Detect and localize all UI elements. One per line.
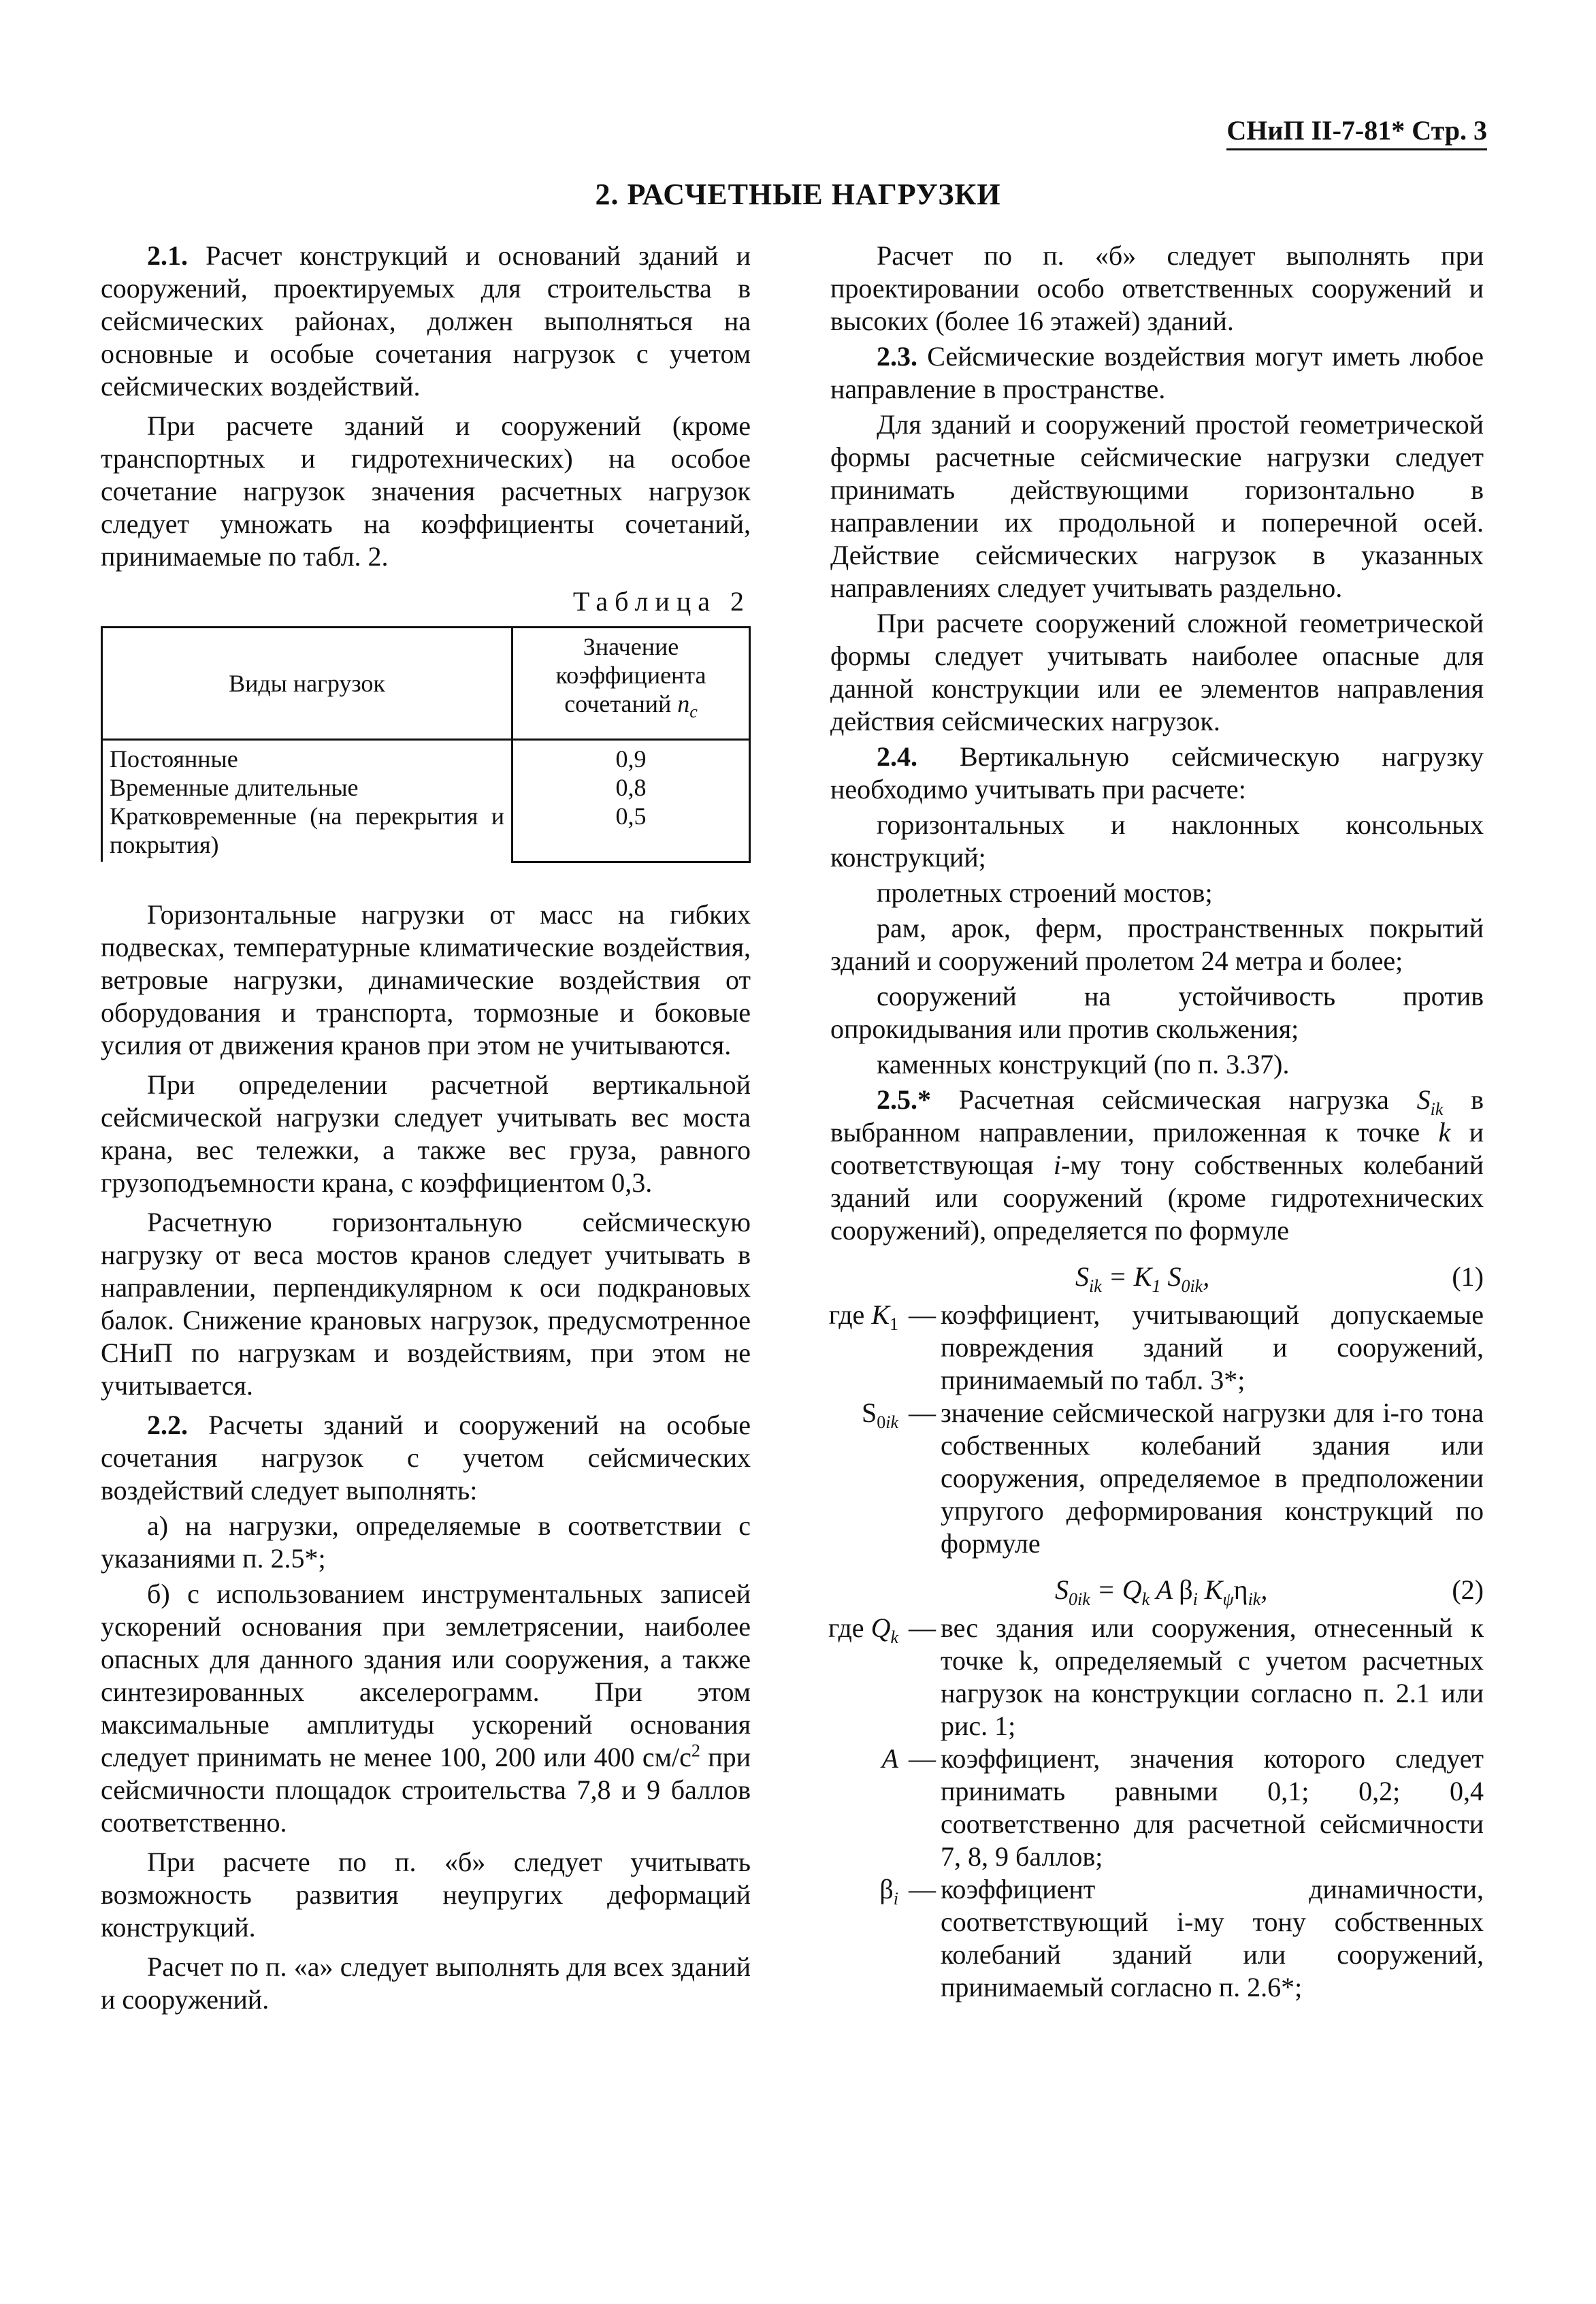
- table-2: [101, 626, 751, 863]
- clause-number: 2.4.: [877, 741, 917, 772]
- clause-number: 2.1.: [147, 240, 188, 271]
- symbol-s-ik: $S_{ik}$: [1416, 1084, 1444, 1119]
- header-text: Значение коэффициента сочетаний: [555, 633, 706, 717]
- symbol-n: n: [677, 690, 690, 717]
- paragraph: [101, 1578, 751, 1839]
- definition-beta: [830, 1873, 1484, 2004]
- definition-text: коэффициент, значения которого следует принимать равными 0,1; 0,2; 0,4 соответственно для расчетной сейсмичности 7, 8, 9 баллов;: [941, 1743, 1484, 1872]
- paragraph-text: в выбранном направлении, приложенная к точке: [830, 1084, 1484, 1148]
- definition-k1: [830, 1299, 1484, 1397]
- paragraph-text: Сейсмические воздействия могут иметь любое направление в пространстве.: [830, 341, 1484, 404]
- definition-text: коэффициент динамичности, соответствующий i-му тону собственных колебаний зданий или сооружений, принимаемый согласно п. 2.6*;: [941, 1874, 1484, 2002]
- dash: —: [909, 1299, 936, 1330]
- definition-symbol: $S_{0ik}$: [861, 1397, 898, 1432]
- row-value: 0,8: [615, 774, 647, 801]
- list-item: горизонтальных и наклонных консольных конструкций;: [830, 809, 1484, 873]
- paragraph: Расчетную горизонтальную сейсмическую нагрузку от веса мостов кранов следует учитывать в направлении, перпендикулярном к оси подкрановых балок. Снижение крановых нагрузок, предусмотренное СНиП по нагрузкам и воздействиям, при этом не учитывается.: [101, 1206, 751, 1401]
- paragraph-2-3: [830, 340, 1484, 406]
- paragraph: При расчете зданий и сооружений (кроме транспортных и гидротехнических) на особое сочетание нагрузок значения расчетных нагрузок следует умножать на коэффициенты сочетаний, принимаемые по табл. 2.: [101, 410, 751, 572]
- paragraph-text: и соответствующая: [830, 1117, 1484, 1180]
- row-value: 0,5: [615, 802, 647, 830]
- symbol-k: k: [1438, 1117, 1451, 1148]
- equation-2-formula: $S_{0ik} = Q_k$ A $\beta_i$ $K_\psi\eta_{ik}$,: [1055, 1574, 1268, 1609]
- row-label: Временные длительные: [110, 774, 359, 801]
- row-label: Кратковременные (на перекрытия и покрытия): [110, 802, 504, 858]
- equation-2-number: (2): [1452, 1574, 1484, 1605]
- definition-symbol: где $K_1$: [828, 1299, 898, 1334]
- paragraph-text: Расчетная сейсмическая нагрузка: [958, 1084, 1389, 1115]
- where-label: где: [828, 1612, 864, 1643]
- dash: —: [909, 1612, 936, 1643]
- paragraph-2-1: [101, 240, 751, 403]
- table-row: [102, 740, 750, 862]
- clause-number: 2.2.: [147, 1409, 188, 1440]
- table-header-cell: [512, 628, 750, 740]
- where-label: где: [828, 1299, 865, 1330]
- paragraph: При расчете по п. «б» следует учитывать возможность развития неупругих деформаций конструкций.: [101, 1846, 751, 1943]
- definition-qk: [830, 1612, 1484, 1742]
- table-caption: Таблица 2: [572, 586, 751, 617]
- table-cell-label: [102, 740, 512, 862]
- list-item: пролетных строений мостов;: [877, 877, 1213, 908]
- definitions-2: [830, 1612, 1484, 2004]
- paragraph-text: -му тону собственных колебаний зданий или сооружений (кроме гидротехнических сооружений), определяется по формуле: [830, 1150, 1484, 1246]
- symbol-i: i: [1053, 1150, 1062, 1180]
- list-item: каменных конструкций (по п. 3.37).: [877, 1049, 1290, 1080]
- definition-symbol: где $Q_k$: [828, 1612, 898, 1647]
- dash: —: [909, 1743, 936, 1774]
- paragraph: Для зданий и сооружений простой геометрической формы расчетные сейсмические нагрузки следует принимать действующими горизонтально в направлении их продольной и поперечной осей. Действие сейсмических нагрузок в указанных направлениях следует учитывать раздельно.: [830, 409, 1484, 603]
- running-header: СНиП II-7-81* Стр. 3: [1226, 114, 1487, 150]
- paragraph: Расчет по п. «б» следует выполнять при проектировании особо ответственных сооружений и высоких (более 16 этажей) зданий.: [830, 240, 1484, 336]
- definition-text: вес здания или сооружения, отнесенный к точке k, определяемый с учетом расчетных нагрузок на конструкции согласно п. 2.1 или рис. 1;: [941, 1612, 1484, 1741]
- paragraph-text: Расчет конструкций и оснований зданий и сооружений, проектируемых для строительства в сейсмических районах, должен выполняться на основные и особые сочетания нагрузок с учетом сейсмических воздействий.: [101, 240, 751, 402]
- right-column: [830, 240, 1484, 2004]
- paragraph: Горизонтальные нагрузки от масс на гибких подвесках, температурные климатические воздействия, ветровые нагрузки, динамические воздействия от оборудования и транспорта, тормозные и боковые усилия от движения кранов при этом не учитываются.: [101, 898, 751, 1060]
- equation-1: [830, 1256, 1484, 1299]
- paragraph: При расчете сооружений сложной геометрической формы следует учитывать наиболее опасные для данной конструкции или ее элементов направления действия сейсмических нагрузок.: [830, 608, 1484, 736]
- paragraph-text: при сейсмичности площадок строительства 7,8 и 9 баллов соответственно.: [101, 1741, 751, 1838]
- definition-a: [830, 1742, 1484, 1873]
- row-value: 0,9: [615, 745, 647, 773]
- definition-text: коэффициент, учитывающий допускаемые повреждения зданий и сооружений, принимаемый по табл. 3*;: [941, 1299, 1484, 1395]
- clause-number: 2.3.: [877, 341, 917, 372]
- clause-number: 2.5.*: [877, 1084, 931, 1115]
- paragraph: При определении расчетной вертикальной сейсмической нагрузки следует учитывать вес моста крана, вес тележки, а также вес груза, равного грузоподъемности крана, с коэффициентом 0,3.: [101, 1069, 751, 1198]
- dash: —: [909, 1874, 936, 1904]
- definition-text: значение сейсмической нагрузки для i-го тона собственных колебаний здания или сооружения, определяемое в предположении упругого деформирования конструкций по формуле: [941, 1397, 1484, 1559]
- definition-symbol: $\beta_i$: [879, 1874, 898, 1909]
- equation-1-formula: $S_{ik} = K_1$ $S_{0ik}$,: [1075, 1261, 1210, 1296]
- paragraph: Расчет по п. «а» следует выполнять для всех зданий и сооружений.: [101, 1951, 751, 2015]
- section-title: 2. РАСЧЕТНЫЕ НАГРУЗКИ: [595, 178, 1001, 211]
- list-item: сооружений на устойчивость против опрокидывания или против скольжения;: [830, 981, 1484, 1044]
- dash: —: [909, 1397, 936, 1428]
- equation-1-number: (1): [1452, 1261, 1484, 1292]
- paragraph-2-2: [101, 1409, 751, 1507]
- definition-s0ik: [830, 1397, 1484, 1560]
- paragraph-2-5: [830, 1084, 1484, 1247]
- paragraph-text: Вертикальную сейсмическую нагрузку необходимо учитывать при расчете:: [830, 741, 1484, 805]
- row-label: Постоянные: [110, 745, 238, 773]
- equation-2: [830, 1570, 1484, 1612]
- paragraph-2-4: [830, 741, 1484, 806]
- superscript: 2: [691, 1740, 700, 1761]
- list-item: рам, арок, ферм, пространственных покрытий зданий и сооружений пролетом 24 метра и более;: [830, 913, 1484, 976]
- definition-symbol: A: [881, 1743, 898, 1774]
- table-cell-value: [512, 740, 750, 862]
- definitions-1: [830, 1299, 1484, 1560]
- symbol-sub: c: [689, 702, 698, 722]
- table-header-row: [102, 628, 750, 740]
- paragraph: а) на нагрузки, определяемые в соответствии с указаниями п. 2.5*;: [101, 1510, 751, 1574]
- left-column: [101, 240, 751, 2016]
- paragraph-text: Расчеты зданий и сооружений на особые сочетания нагрузок с учетом сейсмических воздействий следует выполнять:: [101, 1409, 751, 1506]
- paragraph-text: б) с использованием инструментальных записей ускорений основания при землетрясении, наиболее опасных для данного здания или сооружения, а также синтезированных акселерограмм. При этом максимальные амплитуды ускорений основания следует принимать не менее 100, 200 или 400 см/с: [101, 1578, 751, 1772]
- table-header-cell: Виды нагрузок: [102, 628, 512, 740]
